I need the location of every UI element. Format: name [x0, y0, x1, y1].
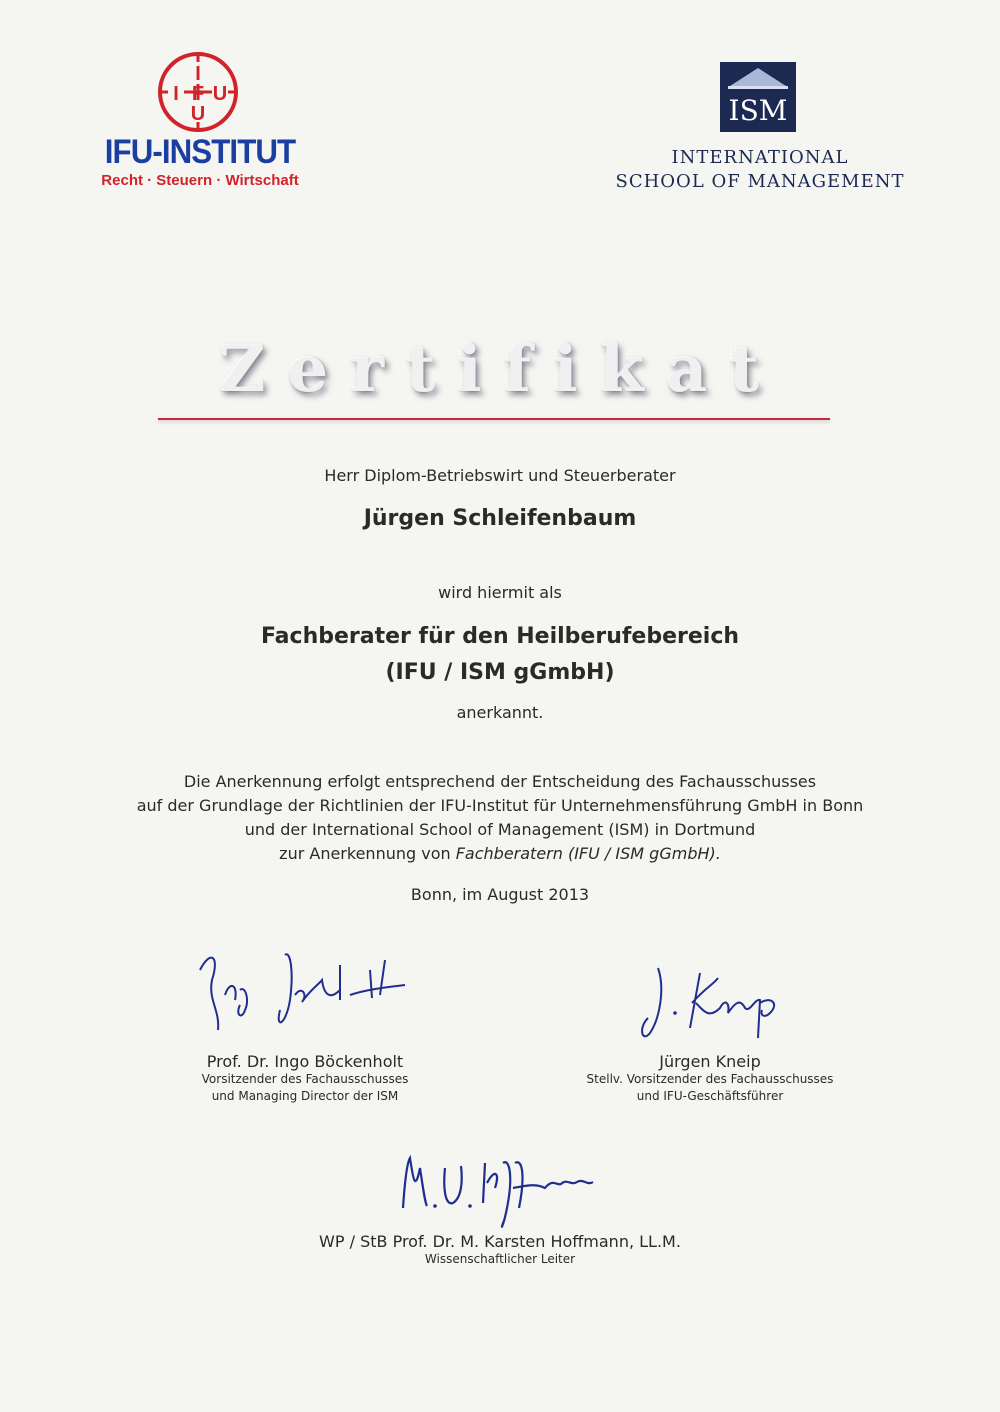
signature-hoffmann [395, 1148, 605, 1238]
basis-line3: und der International School of Management (ISM) in Dortmund [244, 820, 756, 839]
ism-name [590, 146, 930, 194]
ifu-letter-i-top: I [195, 63, 201, 85]
signatory-left-name: Prof. Dr. Ingo Böckenholt [206, 1052, 404, 1071]
ifu-logo [80, 45, 320, 195]
recipient-name: Jürgen Schleifenbaum [363, 506, 637, 531]
basis-paragraph [0, 770, 1000, 866]
recognized-as-text: wird hiermit als [438, 583, 562, 602]
ifu-name: IFU-INSTITUT [104, 133, 296, 171]
basis-line2: auf der Grundlage der Richtlinien der IFU-Institut für Unternehmensführung GmbH in Bonn [136, 796, 864, 815]
signature-kneip [630, 958, 800, 1048]
ifu-tagline: Recht · Steuern · Wirtschaft [101, 172, 299, 189]
signatory-bottom [250, 1232, 750, 1268]
signatory-right-role1: Stellv. Vorsitzender des Fachausschusses [586, 1072, 834, 1086]
signatory-left [150, 1052, 460, 1105]
signatory-left-role1: Vorsitzender des Fachausschusses [201, 1072, 409, 1086]
signatory-right-name: Jürgen Kneip [659, 1052, 761, 1071]
signatory-right-role2: und IFU-Geschäftsführer [636, 1089, 784, 1103]
ifu-letter-f: F [191, 83, 205, 105]
basis-line4-italic: Fachberatern (IFU / ISM gGmbH). [455, 844, 721, 863]
recognized-text: anerkannt. [456, 703, 544, 722]
ism-logo [590, 62, 930, 192]
signatory-bottom-name: WP / StB Prof. Dr. M. Karsten Hoffmann, LL.M. [319, 1232, 681, 1251]
title-divider [158, 418, 830, 420]
certificate-title: Zertifikat [218, 332, 782, 407]
signatory-right [560, 1052, 860, 1105]
signatory-left-role2: und Managing Director der ISM [211, 1089, 399, 1103]
ifu-letter-u: U [212, 83, 228, 105]
basis-line4 [0, 842, 1000, 866]
place-date: Bonn, im August 2013 [410, 885, 590, 904]
signatory-bottom-role1: Wissenschaftlicher Leiter [424, 1252, 576, 1266]
ifu-letter-u-bottom: U [190, 103, 206, 125]
signature-boeckenholt [190, 940, 420, 1040]
ism-name-line2: SCHOOL OF MANAGEMENT [615, 171, 905, 192]
qualification-line1: Fachberater für den Heilberufebereich [260, 624, 740, 649]
ism-emblem-icon [720, 62, 796, 132]
basis-line4-prefix: zur Anerkennung von [279, 844, 451, 863]
basis-line1: Die Anerkennung erfolgt entsprechend der Entscheidung des Fachausschusses [183, 772, 817, 791]
ism-logo-text: ISM [728, 94, 788, 127]
ifu-letter-i: I [173, 83, 179, 105]
ism-name-line1: INTERNATIONAL [671, 147, 849, 168]
qualification-line2: (IFU / ISM gGmbH) [385, 660, 615, 685]
salutation: Herr Diplom-Betriebswirt und Steuerberater [324, 466, 676, 485]
ifu-emblem-icon [156, 50, 240, 134]
